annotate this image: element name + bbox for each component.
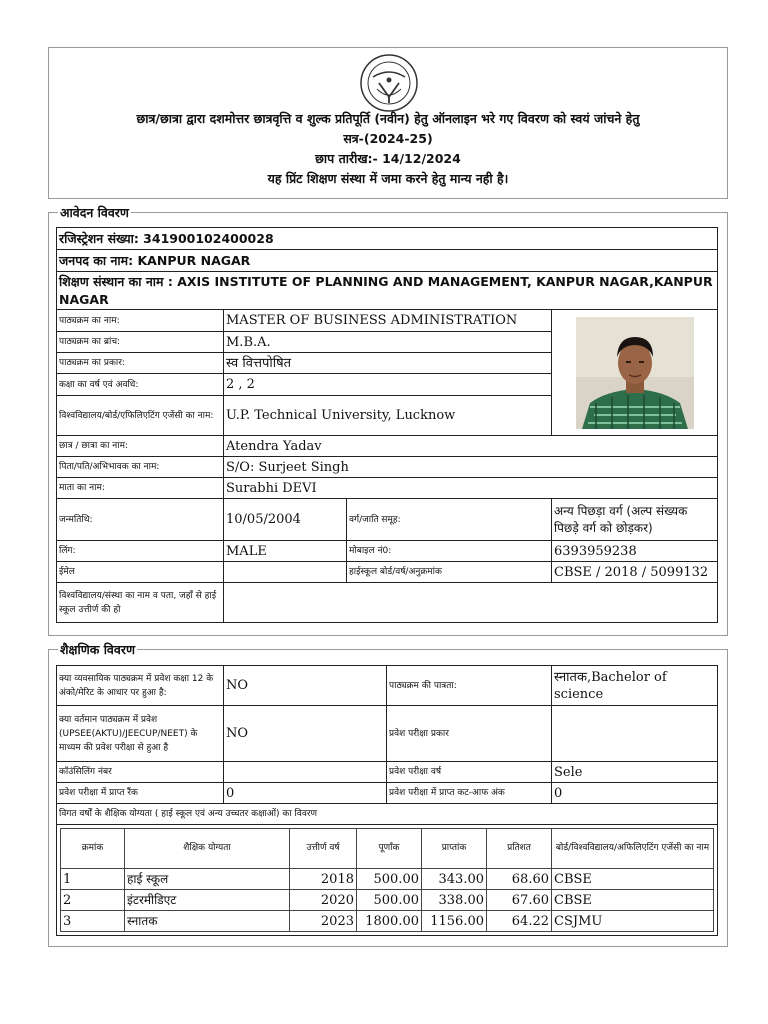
eligibility-label: पाठ्यक्रम की पात्रता:: [387, 666, 552, 706]
col-obtained-marks: प्राप्तांक: [422, 829, 487, 869]
exam-year: Sele: [552, 762, 718, 783]
qualification-table: [60, 828, 714, 932]
cell-max-marks: 1800.00: [357, 911, 422, 932]
cell-year: 2023: [290, 911, 357, 932]
table-row: [61, 911, 714, 932]
email-label: ईमेल: [57, 562, 224, 583]
table-row: [61, 869, 714, 890]
father-name: S/O: Surjeet Singh: [224, 457, 718, 478]
col-board: बोर्ड/विश्वविद्यालय/अफिलिएटिंग एजेंसी का नाम: [552, 829, 714, 869]
exam-type: [552, 706, 718, 762]
counselling-number: [224, 762, 387, 783]
cutoff-label: प्रवेश परीक्षा में प्राप्त कट-आफ अंक: [387, 783, 552, 804]
history-label: विगत वर्षों के शैक्षिक योग्यता ( हाई स्कूल एवं अन्य उच्चतर कक्षाओं) का विवरण: [57, 804, 718, 825]
cell-qualification: हाई स्कूल: [125, 869, 290, 890]
col-year: उत्तीर्ण वर्ष: [290, 829, 357, 869]
mother-name-label: माता का नाम:: [57, 478, 224, 499]
cell-serial: 1: [61, 869, 125, 890]
eligibility: स्नातक,Bachelor of science: [552, 666, 718, 706]
cell-serial: 2: [61, 890, 125, 911]
print-note: यह प्रिंट शिक्षण संस्था में जमा करने हेतु मान्य नही है।: [267, 171, 509, 186]
col-qualification: शैक्षिक योग्यता: [125, 829, 290, 869]
cell-max-marks: 500.00: [357, 869, 422, 890]
academic-table: [56, 665, 718, 936]
cell-max-marks: 500.00: [357, 890, 422, 911]
category: अन्य पिछड़ा वर्ग (अल्प संख्यक पिछड़े वर्ग को छोड़कर): [552, 499, 718, 541]
gender: MALE: [224, 541, 347, 562]
mobile: 6393959238: [552, 541, 718, 562]
q1-answer: NO: [224, 666, 387, 706]
university: U.P. Technical University, Lucknow: [224, 396, 552, 436]
up-govt-emblem-icon: [359, 53, 419, 113]
cell-qualification: स्नातक: [125, 911, 290, 932]
student-name: Atendra Yadav: [224, 436, 718, 457]
email: [224, 562, 347, 583]
district-name: जनपद का नाम: KANPUR NAGAR: [57, 250, 718, 272]
mobile-label: मोबाइल नं0:: [347, 541, 552, 562]
cell-board: CSJMU: [552, 911, 714, 932]
cell-obtained-marks: 338.00: [422, 890, 487, 911]
cell-year: 2020: [290, 890, 357, 911]
cell-year: 2018: [290, 869, 357, 890]
course-name: MASTER OF BUSINESS ADMINISTRATION: [224, 310, 552, 332]
university-label: विश्वविद्यालय/बोर्ड/एफिलिएटिंग एजेंसी का नाम:: [57, 396, 224, 436]
q1-label: क्या व्यवसायिक पाठ्यक्रम में प्रवेश कक्षा 12 के अंको/मेरिट के आधार पर हुआ है:: [57, 666, 224, 706]
session: सत्र-(2024-25): [343, 131, 433, 146]
table-row: [61, 890, 714, 911]
category-label: वर्ग/जाति समूह:: [347, 499, 552, 541]
father-name-label: पिता/पति/अभिभावक का नाम:: [57, 457, 224, 478]
course-type: स्व वित्तपोषित: [224, 353, 552, 374]
year-duration-label: कक्षा का वर्ष एवं अवधि:: [57, 374, 224, 396]
rank-label: प्रवेश परीक्षा में प्राप्त रैंक: [57, 783, 224, 804]
branch: M.B.A.: [224, 332, 552, 353]
student-photo: [576, 317, 694, 429]
q2-label: क्या वर्तमान पाठ्यक्रम में प्रवेश (UPSEE(AKTU)/JEECUP/NEET) के माध्यम की प्रवेश परीक्षा से हुआ है: [57, 706, 224, 762]
cell-percentage: 68.60: [487, 869, 552, 890]
cell-percentage: 64.22: [487, 911, 552, 932]
cell-board: CBSE: [552, 869, 714, 890]
dob: 10/05/2004: [224, 499, 347, 541]
course-name-label: पाठ्यक्रम का नाम:: [57, 310, 224, 332]
mother-name: Surabhi DEVI: [224, 478, 718, 499]
branch-label: पाठ्यक्रम का ब्रांच:: [57, 332, 224, 353]
cell-qualification: इंटरमीडिएट: [125, 890, 290, 911]
application-table: [56, 227, 718, 623]
exam-year-label: प्रवेश परीक्षा वर्ष: [387, 762, 552, 783]
col-serial: क्रमांक: [61, 829, 125, 869]
exam-type-label: प्रवेश परीक्षा प्रकार: [387, 706, 552, 762]
hs-institute: [224, 583, 718, 623]
print-date: छाप तारीख:- 14/12/2024: [315, 151, 461, 166]
qualification-wrapper: [57, 825, 718, 936]
gender-label: लिंग:: [57, 541, 224, 562]
academic-legend: शैक्षणिक विवरण: [60, 642, 135, 657]
col-max-marks: पूर्णांक: [357, 829, 422, 869]
rank: 0: [224, 783, 387, 804]
student-name-label: छात्र / छात्रा का नाम:: [57, 436, 224, 457]
application-legend: आवेदन विवरण: [60, 205, 129, 220]
cell-serial: 3: [61, 911, 125, 932]
cell-board: CBSE: [552, 890, 714, 911]
q2-answer: NO: [224, 706, 387, 762]
counselling-label: कॉउंसिलिंग नंबर: [57, 762, 224, 783]
col-percentage: प्रतिशत: [487, 829, 552, 869]
institute-name: शिक्षण संस्थान का नाम : AXIS INSTITUTE OF PLANNING AND MANAGEMENT, KANPUR NAGAR,KANPUR NAGAR: [57, 272, 718, 310]
header-title: छात्र/छात्रा द्वारा दशमोत्तर छात्रवृत्ति व शुल्क प्रतिपूर्ति (नवीन) हेतु ऑनलाइन भरे गए विवरण को स्वयं जांचने हेतु: [136, 111, 640, 126]
cell-obtained-marks: 1156.00: [422, 911, 487, 932]
hs-board: CBSE / 2018 / 5099132: [552, 562, 718, 583]
cell-percentage: 67.60: [487, 890, 552, 911]
course-type-label: पाठ्यक्रम का प्रकार:: [57, 353, 224, 374]
dob-label: जन्मतिथि:: [57, 499, 224, 541]
hs-institute-label: विश्वविद्यालय/संस्था का नाम व पता, जहाँ से हाई स्कूल उत्तीर्ण की हो: [57, 583, 224, 623]
photo-cell: [552, 310, 718, 436]
hs-board-label: हाईस्कूल बोर्ड/वर्ष/अनुक्रमांक: [347, 562, 552, 583]
header-box: [48, 47, 728, 199]
cutoff: 0: [552, 783, 718, 804]
registration-number: रजिस्ट्रेशन संख्या: 341900102400028: [57, 228, 718, 250]
year-duration: 2 , 2: [224, 374, 552, 396]
cell-obtained-marks: 343.00: [422, 869, 487, 890]
